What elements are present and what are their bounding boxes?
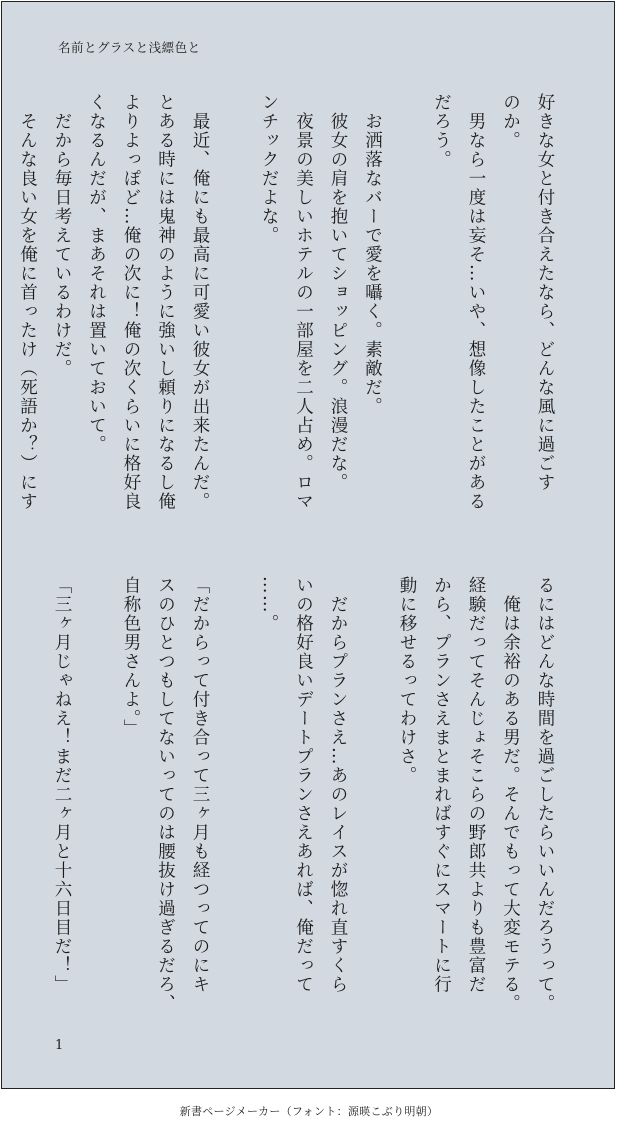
book-page [1, 1, 615, 1089]
text-line: 好きな女と付き合えたなら、どんな風に過ごす [535, 93, 555, 492]
text-line: 動に移せるってわけさ。 [397, 576, 417, 785]
text-line [217, 93, 252, 533]
text-line: 経験だってそんじょそこらの野郎共よりも豊富だ [466, 576, 486, 994]
text-line: 自称色男さんよ。」 [121, 576, 141, 739]
text-line: だから毎日考えているわけだ。 [52, 93, 72, 378]
text-line [355, 576, 390, 1016]
text-line: 夜景の美しいホテルの一部屋を二人占め。ロマ [293, 93, 314, 511]
text-line: スのひとつもしてないってのは腰抜け過ぎるだろ、 [155, 576, 176, 1013]
text-line: そんな良い女を俺に首ったけ（死語か？）にす [17, 93, 38, 511]
text-line: だからプランさえ…あのレイスが惚れ直すくら [328, 576, 348, 994]
text-line [79, 576, 114, 1016]
page-number: 1 [55, 1038, 64, 1053]
text-line [217, 576, 252, 1016]
footer-caption: 新書ページメーカー（フォント：源暎こぶり明朝） [179, 1105, 439, 1118]
text-line: 彼女の肩を抱いてショッピング。浪漫だな。 [328, 93, 348, 492]
text-line: とある時には鬼神のように強いし頼りになるし俺 [155, 93, 176, 511]
text-line: よりよっぽど…俺の次に！俺の次くらいに格好良 [121, 93, 141, 511]
text-line: 俺は余裕のある男だ。そんでもって大変モテる。 [500, 576, 521, 1013]
text-line: お洒落なバーで愛を囁く。素敵だ。 [362, 93, 383, 416]
text-line: だろう。 [431, 93, 452, 169]
text-line: いの格好良いデートプランさえあれば、俺だって [293, 576, 314, 994]
text-line: 男なら一度は妄そ…いや、想像したことがある [466, 93, 486, 511]
running-title: 名前とグラスと浅縹色と [58, 40, 201, 55]
text-block-upper [10, 93, 562, 533]
text-line: 「三ヶ月じゃねえ！まだ二ヶ月と十六日目だ！」 [52, 576, 72, 994]
text-line: から、プランさえまとまればすぐにスマートに行 [431, 576, 452, 994]
text-line: ンチックだよな。 [259, 93, 279, 245]
text-line: 最近、俺にも最高に可愛い彼女が出来たんだ。 [190, 93, 210, 511]
text-line: 「だからって付き合って三ヶ月も経つってのにキ [190, 576, 210, 994]
text-line: ……。 [259, 576, 279, 633]
text-block-lower [45, 576, 563, 1016]
text-line: るにはどんな時間を過ごしたらいいんだろうって。 [535, 576, 555, 1013]
text-line: くなるんだが、まあそれは置いておいて。 [86, 93, 107, 454]
text-line: のか。 [500, 93, 521, 150]
text-line [390, 93, 425, 533]
